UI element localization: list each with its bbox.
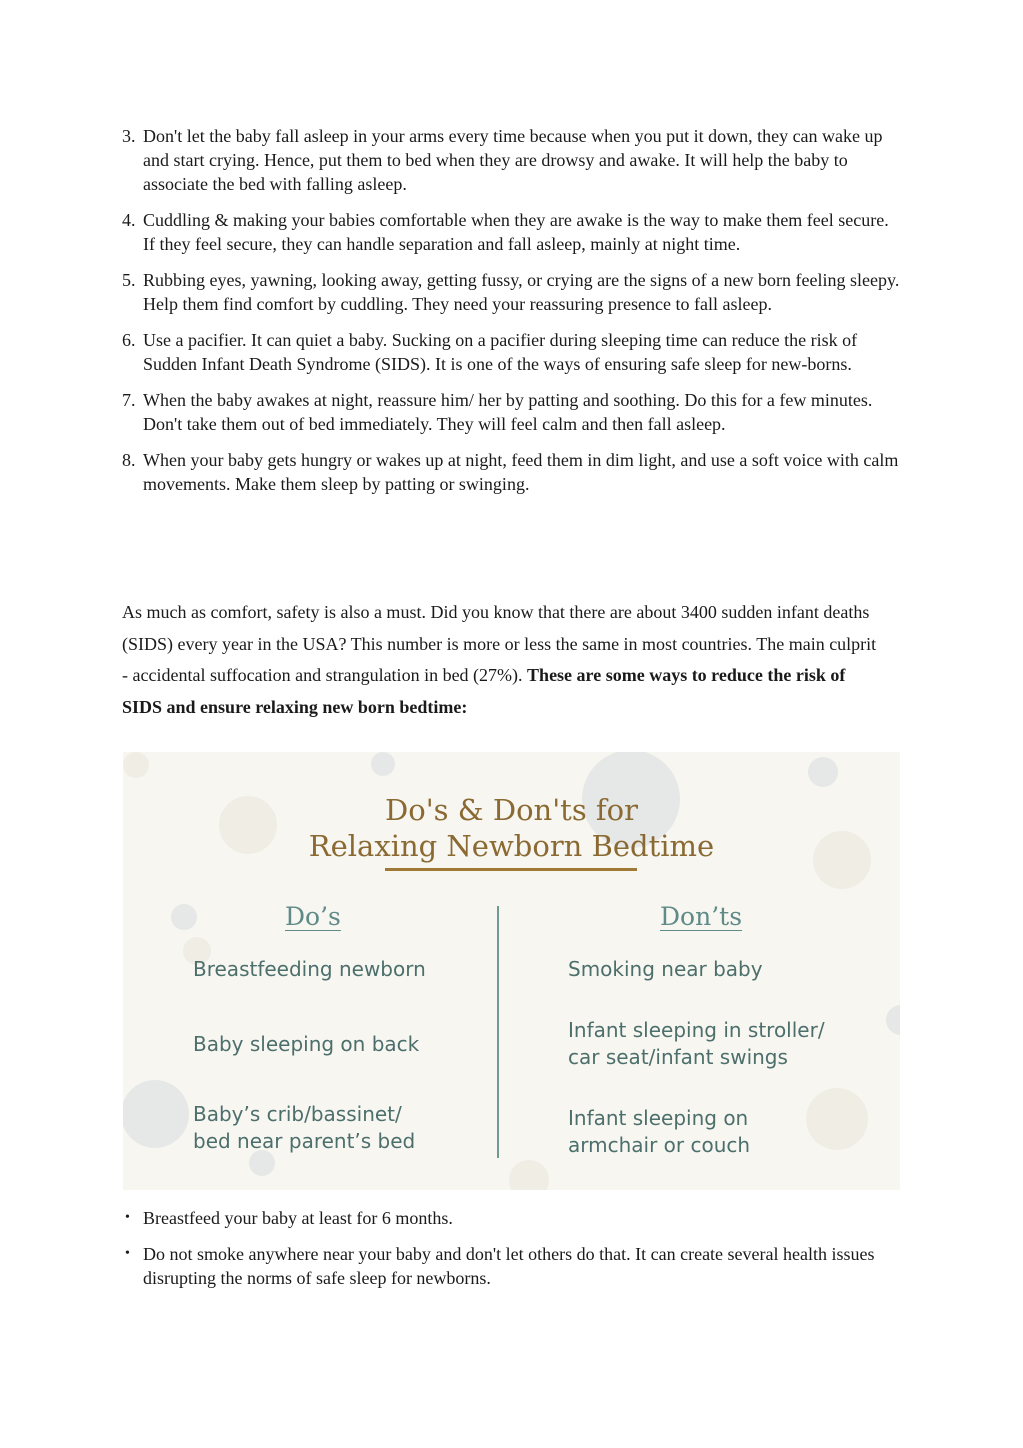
donts-item-line: Smoking near baby	[568, 957, 763, 981]
dos-item	[193, 1031, 419, 1058]
paragraph-bold-text: These are some ways to reduce the risk of SIDS and ensure relaxing new born bedtime:	[122, 665, 846, 717]
donts-item-line: Infant sleeping in stroller/	[568, 1018, 825, 1042]
list-item-text: Use a pacifier. It can quiet a baby. Sucking on a pacifier during sleeping time can reduce the risk of Sudden Infant Death Syndrome (SIDS). It is one of the ways of ensuring safe sleep for new-borns.	[143, 330, 858, 374]
title-underline	[385, 868, 637, 871]
decor-dot	[123, 1080, 189, 1148]
bullet-marker: •	[125, 1210, 130, 1225]
donts-item-line: armchair or couch	[568, 1133, 751, 1157]
dos-item-line: bed near parent’s bed	[193, 1129, 416, 1153]
dos-item	[193, 956, 426, 983]
bullet-item-text: Do not smoke anywhere near your baby and don't let others do that. It can create several health issues disrupting the norms of safe sleep for newborns.	[143, 1244, 875, 1288]
infographic-title-line-1: Do's & Don'ts for	[385, 793, 638, 827]
decor-dot	[171, 904, 197, 930]
decor-dot	[808, 757, 838, 787]
list-number: 6.	[122, 330, 136, 350]
decor-dot	[886, 1005, 900, 1035]
donts-item	[568, 1105, 750, 1159]
numbered-list	[122, 124, 902, 508]
donts-heading: Don’ts	[660, 902, 743, 931]
dos-heading: Do’s	[285, 902, 341, 931]
column-divider	[497, 906, 499, 1158]
donts-item	[568, 1017, 825, 1071]
decor-dot	[509, 1160, 549, 1190]
list-item-text: When the baby awakes at night, reassure him/ her by patting and soothing. Do this for a few minutes. Don't take them out of bed immediately. They will feel calm and then fall asleep.	[143, 390, 873, 434]
bullet-list	[122, 1206, 902, 1302]
list-item-text: Rubbing eyes, yawning, looking away, getting fussy, or crying are the signs of a new born feeling sleepy. Help them find comfort by cuddling. They need your reassuring presence to fall asleep.	[143, 270, 900, 314]
decor-dot	[371, 752, 395, 776]
paragraph-text: As much as comfort, safety is also a must. Did you know that there are about 3400 sudden infant deaths (SIDS) every year in the USA? This number is more or less the same in most countries. The main culprit - accidental suffocation and strangulation in bed (27%).	[122, 602, 877, 685]
list-item	[122, 448, 902, 496]
dos-item-line: Baby sleeping on back	[193, 1032, 420, 1056]
bullet-marker: •	[125, 1246, 130, 1261]
donts-item	[568, 956, 763, 983]
list-number: 7.	[122, 390, 136, 410]
list-item	[122, 328, 902, 376]
list-item	[122, 268, 902, 316]
list-number: 4.	[122, 210, 136, 230]
list-number: 5.	[122, 270, 136, 290]
bullet-item	[122, 1242, 902, 1290]
list-item	[122, 124, 902, 196]
dos-item	[193, 1101, 415, 1155]
sids-paragraph	[122, 597, 882, 723]
decor-dot	[123, 752, 149, 778]
dos-donts-infographic	[123, 752, 900, 1190]
list-item	[122, 208, 902, 256]
dos-item-line: Baby’s crib/bassinet/	[193, 1102, 402, 1126]
list-item-text: Don't let the baby fall asleep in your arms every time because when you put it down, they can wake up and start crying. Hence, put them to bed when they are drowsy and awake. It will help the baby to associate the bed with falling asleep.	[143, 126, 883, 194]
list-number: 3.	[122, 126, 136, 146]
donts-item-line: car seat/infant swings	[568, 1045, 788, 1069]
list-item	[122, 388, 902, 436]
infographic-title-line-2: Relaxing Newborn Bedtime	[308, 829, 715, 863]
donts-item-line: Infant sleeping on	[568, 1106, 749, 1130]
list-number: 8.	[122, 450, 136, 470]
decor-dot	[806, 1088, 868, 1150]
bullet-item-text: Breastfeed your baby at least for 6 months.	[143, 1208, 453, 1228]
dos-item-line: Breastfeeding newborn	[193, 957, 426, 981]
list-item-text: When your baby gets hungry or wakes up at night, feed them in dim light, and use a soft voice with calm movements. Make them sleep by patting or swinging.	[143, 450, 899, 494]
bullet-item	[122, 1206, 902, 1230]
list-item-text: Cuddling & making your babies comfortable when they are awake is the way to make them feel secure. If they feel secure, they can handle separation and fall asleep, mainly at night time.	[143, 210, 889, 254]
